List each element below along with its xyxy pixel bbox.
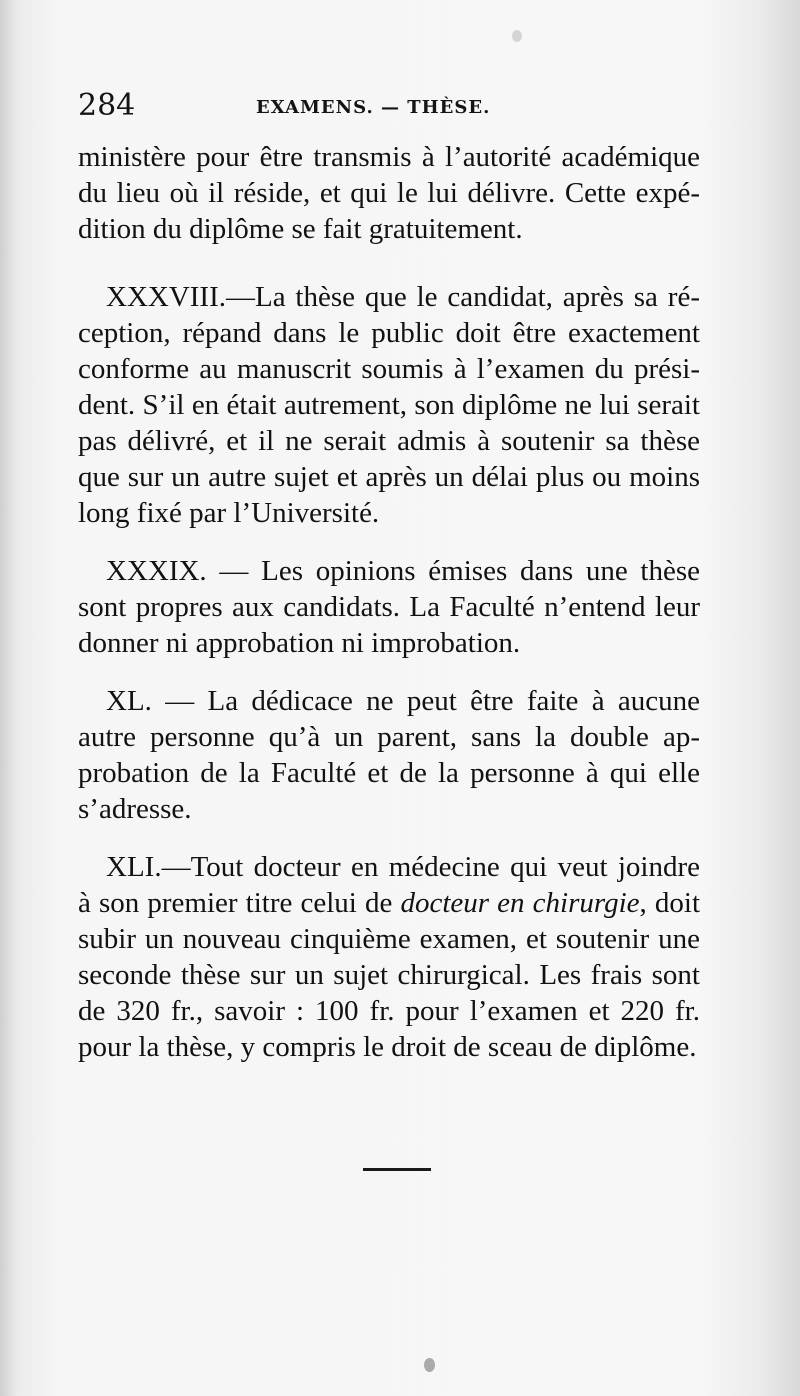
print-speck (512, 30, 522, 42)
running-title: EXAMENS. — THÈSE. (256, 97, 491, 118)
article-41-text-start: XLI.—Tout docteur en médecine qui veut joindre à son premier titre celui de (78, 851, 700, 919)
article-41-italic-term: docteur en chirurgie (400, 887, 640, 919)
page-number: 284 (78, 88, 136, 123)
paragraph-continuation: ministère pour être transmis à l’autorité académique du lieu où il réside, et qui le lui délivre. Cette expédition du diplôme se fait gratuitement. (78, 141, 700, 245)
article-41-text-end: , doit subir un nouveau cinquième examen, et soutenir une seconde thèse sur un sujet chirurgical. Les frais sont de 320 fr., savoir : 100 fr. pour l’examen et 220 fr. pour la thèse, y compris le droit de sceau de diplôme. (78, 887, 700, 1063)
end-rule (363, 1168, 431, 1171)
body-text (78, 139, 700, 1087)
paragraph-article-41 (78, 849, 700, 1065)
page-header (78, 86, 698, 126)
print-speck (424, 1358, 435, 1372)
paragraph-article-39: XXXIX. — Les opinions émises dans une thèse sont propres aux candidats. La Faculté n’entend leur donner ni approbation ni improbation. (78, 555, 700, 659)
paragraph-article-38: XXXVIII.—La thèse que le candidat, après sa réception, répand dans le public doit être exactement conforme au manuscrit soumis à l’examen du président. S’il en était autrement, son diplôme ne lui serait pas délivré, et il ne serait admis à soutenir sa thèse que sur un autre sujet et après un délai plus ou moins long fixé par l’Université. (78, 281, 700, 529)
paragraph-article-40: XL. — La dédicace ne peut être faite à aucune autre personne qu’à un parent, sans la double approbation de la Faculté et de la personne à qui elle s’adresse. (78, 685, 700, 825)
